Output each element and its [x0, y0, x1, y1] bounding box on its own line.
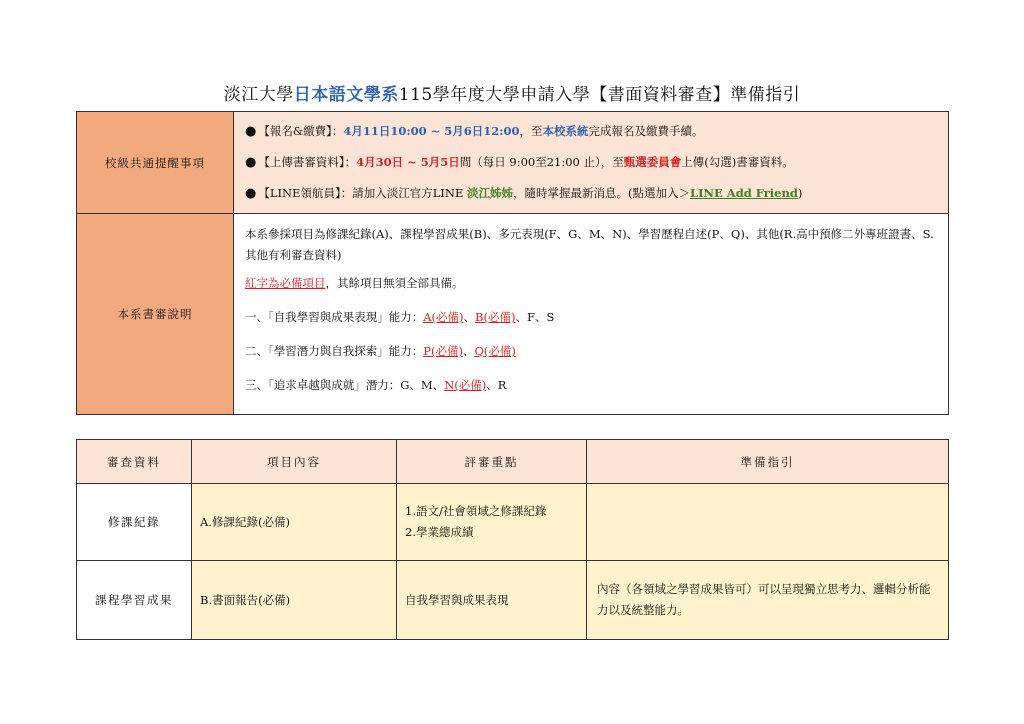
system-name: 本校系統	[542, 124, 589, 138]
page-title	[0, 80, 1024, 105]
dept-notes-content	[234, 214, 949, 415]
table-row	[77, 561, 949, 640]
header-review-focus: 評審重點	[397, 440, 587, 484]
bullet-icon: ●	[245, 186, 257, 201]
dept-notes-label: 本系書審說明	[77, 214, 234, 415]
title-text: 淡江大學	[223, 85, 294, 105]
bullet-icon: ●	[245, 155, 257, 170]
ability-2: 二、「學習潛力與自我探索」能力：P(必備)、Q(必備)	[245, 344, 516, 358]
upload-dates: 4月30日 ~ 5月5日	[356, 155, 460, 169]
reminder-line: ● 【LINE領航員】：請加入淡江官方LINE 淡江姊姊，隨時掌握最新消息。(點選加入＞LINE Add Friend)	[245, 186, 803, 201]
table-header-row	[77, 440, 949, 484]
header-prep-guide: 準備指引	[587, 440, 949, 484]
header-item-content: 項目內容	[192, 440, 397, 484]
title-text-rest: 115學年度大學申請入學【書面資料審查】準備指引	[398, 85, 801, 105]
row-item: A.修課紀錄(必備)	[192, 484, 397, 561]
table-row	[77, 484, 949, 561]
reminder-registration: ● 【報名&繳費】：4月11日10:00 ~ 5月6日12:00，至本校系統完成報名及繳費手續。	[245, 124, 704, 139]
ability-1: 一、「自我學習與成果表現」能力：A(必備)、B(必備)、F、S	[245, 310, 555, 324]
ability-3: 三、「追求卓越與成就」潛力：G、M、N(必備)、R	[245, 378, 507, 392]
row-focus: 自我學習與成果表現	[397, 561, 587, 640]
common-reminders-label: 校級共通提醒事項	[77, 112, 234, 214]
row-guide	[587, 484, 949, 561]
required-note: 紅字為必備項目，其餘項目無須全部具備。	[245, 276, 464, 290]
title-department: 日本語文學系	[293, 85, 399, 105]
committee-name: 甄選委員會	[623, 155, 682, 169]
row-category: 修課紀錄	[77, 484, 192, 561]
row-guide: 內容（各領域之學習成果皆可）可以呈現獨立思考力、邏輯分析能力以及統整能力。	[587, 561, 949, 640]
row-focus: 1.語文/社會領域之修課紀錄 2.學業總成績	[397, 484, 587, 561]
bullet-icon: ●	[245, 124, 257, 139]
dept-notes-row	[77, 214, 949, 415]
line-add-friend-link[interactable]: LINE Add Friend	[690, 186, 798, 200]
dept-intro: 本系參採項目為修課紀錄(A)、課程學習成果(B)、多元表現(F、G、M、N)、學習歷程自述(P、Q)、其他(R.高中預修二外專班證書、S.其他有利審查資料)	[245, 227, 934, 262]
line-account-name: 淡江姊姊	[467, 186, 514, 200]
row-category: 課程學習成果	[77, 561, 192, 640]
common-reminders-row	[77, 112, 949, 214]
registration-dates: 4月11日10:00 ~ 5月6日12:00	[343, 124, 520, 138]
reminder-upload: ● 【上傳書審資料】：4月30日 ~ 5月5日間（每日 9:00至21:00 止），至甄選委員會上傳(勾選)書審資料。	[245, 155, 794, 170]
review-table	[76, 439, 949, 640]
header-review-material: 審查資料	[77, 440, 192, 484]
common-reminders-content	[234, 112, 949, 214]
reminders-table	[76, 111, 949, 415]
row-item: B.書面報告(必備)	[192, 561, 397, 640]
